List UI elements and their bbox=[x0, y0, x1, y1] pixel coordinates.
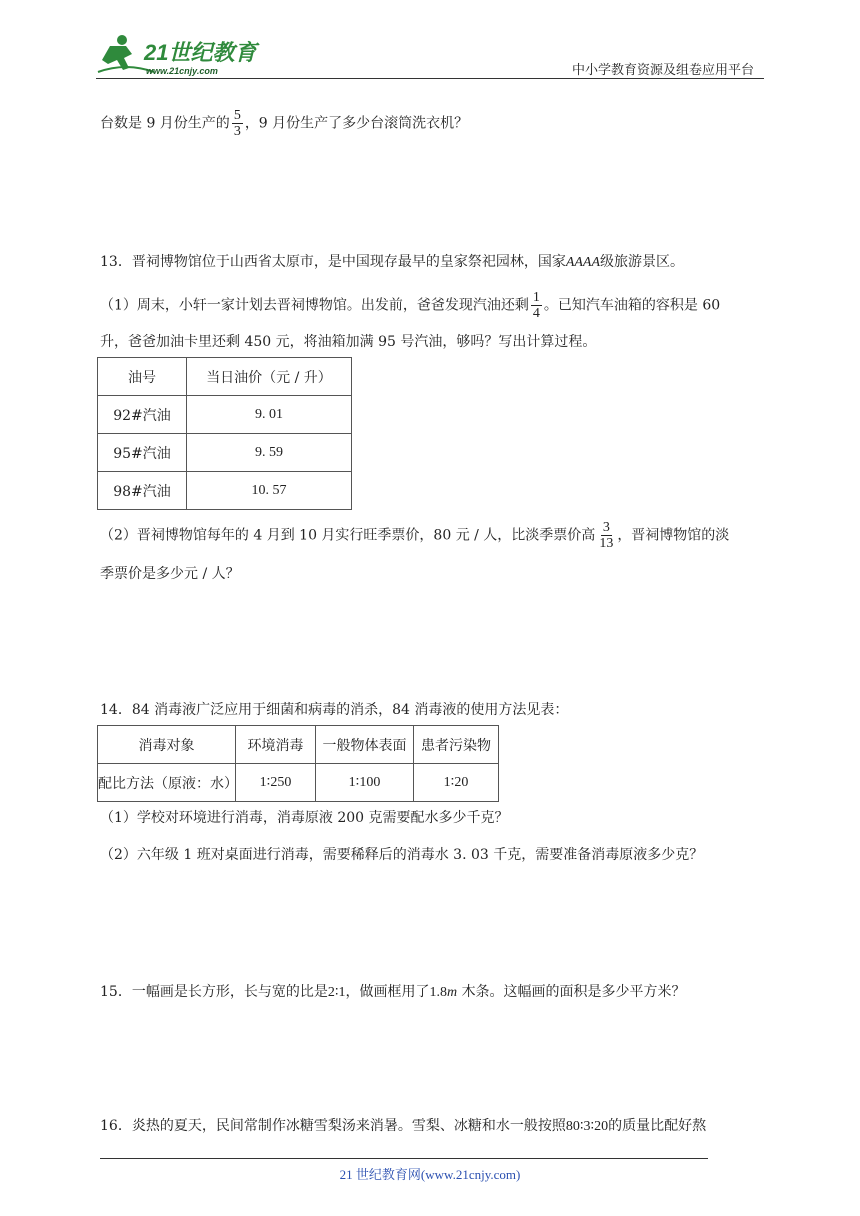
table-cell: 1∶100 bbox=[316, 764, 414, 802]
q13-part1-line1: （1）周末，小轩一家计划去晋祠博物馆。出发前，爸爸发现汽油还剩 $\frac{1}{4}$ 。已知汽车油箱的容积是 60 bbox=[100, 290, 721, 321]
logo-text: 21世纪教育 bbox=[144, 40, 257, 65]
table-cell: 95#汽油 bbox=[98, 434, 187, 472]
q14-intro: 14．84 消毒液广泛应用于细菌和病毒的消杀，84 消毒液的使用方法见表： bbox=[100, 702, 569, 718]
fraction-5-3: $\frac{5}{3}$ bbox=[233, 108, 241, 139]
footer-link[interactable]: 21 世纪教育网(www.21cnjy.com) bbox=[339, 1167, 521, 1182]
runner-logo-icon bbox=[96, 32, 266, 78]
logo-url: www.21cnjy.com bbox=[146, 66, 218, 76]
table-header-cell: 一般物体表面 bbox=[316, 726, 414, 764]
table-header-cell: 环境消毒 bbox=[236, 726, 316, 764]
platform-name: 中小学教育资源及组卷应用平台 bbox=[571, 63, 754, 78]
table-header-cell: 油号 bbox=[98, 358, 187, 396]
q15-text: 15．一幅画是长方形，长与宽的比是2∶1，做画框用了1.8m 木条。这幅画的面积是多少平方米？ bbox=[100, 984, 686, 1000]
table-cell: 9. 59 bbox=[187, 434, 352, 472]
footer-divider bbox=[100, 1158, 708, 1159]
q13-part2-line2: 季票价是多少元 / 人？ bbox=[100, 566, 240, 582]
table-header-cell: 患者污染物 bbox=[414, 726, 499, 764]
site-logo bbox=[96, 32, 266, 78]
fraction-1-4: $\frac{1}{4}$ bbox=[532, 290, 540, 321]
q13-part1-line2: 升，爸爸加油卡里还剩 450 元，将油箱加满 95 号汽油，够吗？写出计算过程。 bbox=[100, 334, 597, 350]
q12-line: 台数是 9 月份生产的 $\frac{5}{3}$ ，9 月份生产了多少台滚筒洗衣机？ bbox=[100, 108, 469, 139]
table-header-cell: 消毒对象 bbox=[98, 726, 236, 764]
table-row-label: 配比方法（原液：水） bbox=[98, 764, 236, 802]
disinfectant-table bbox=[97, 725, 499, 802]
table-cell: 92#汽油 bbox=[98, 396, 187, 434]
table-header-cell: 当日油价（元 / 升） bbox=[187, 358, 352, 396]
q13-intro: 13．晋祠博物馆位于山西省太原市，是中国现存最早的皇家祭祀园林，国家AAAA级旅游景区。 bbox=[100, 254, 685, 270]
fraction-3-13: $\frac{3}{13}$ bbox=[599, 520, 614, 551]
table-cell: 98#汽油 bbox=[98, 472, 187, 510]
table-cell: 1∶250 bbox=[236, 764, 316, 802]
table-cell: 1∶20 bbox=[414, 764, 499, 802]
oil-price-table bbox=[97, 357, 352, 510]
q14-part2: （2）六年级 1 班对桌面进行消毒，需要稀释后的消毒水 3. 03 千克，需要准备消毒原液多少克？ bbox=[100, 847, 704, 863]
table-cell: 10. 57 bbox=[187, 472, 352, 510]
header-divider bbox=[96, 78, 764, 79]
q14-part1: （1）学校对环境进行消毒，消毒原液 200 克需要配水多少千克？ bbox=[100, 810, 509, 826]
q13-part2-line1: （2）晋祠博物馆每年的 4 月到 10 月实行旺季票价，80 元 / 人，比淡季票价高 $\frac{3}{13}$ ，晋祠博物馆的淡 bbox=[100, 520, 730, 551]
q16-text: 16．炎热的夏天，民间常制作冰糖雪梨汤来消暑。雪梨、冰糖和水一般按照80∶3∶20的质量比配好熬 bbox=[100, 1118, 707, 1134]
table-cell: 9. 01 bbox=[187, 396, 352, 434]
